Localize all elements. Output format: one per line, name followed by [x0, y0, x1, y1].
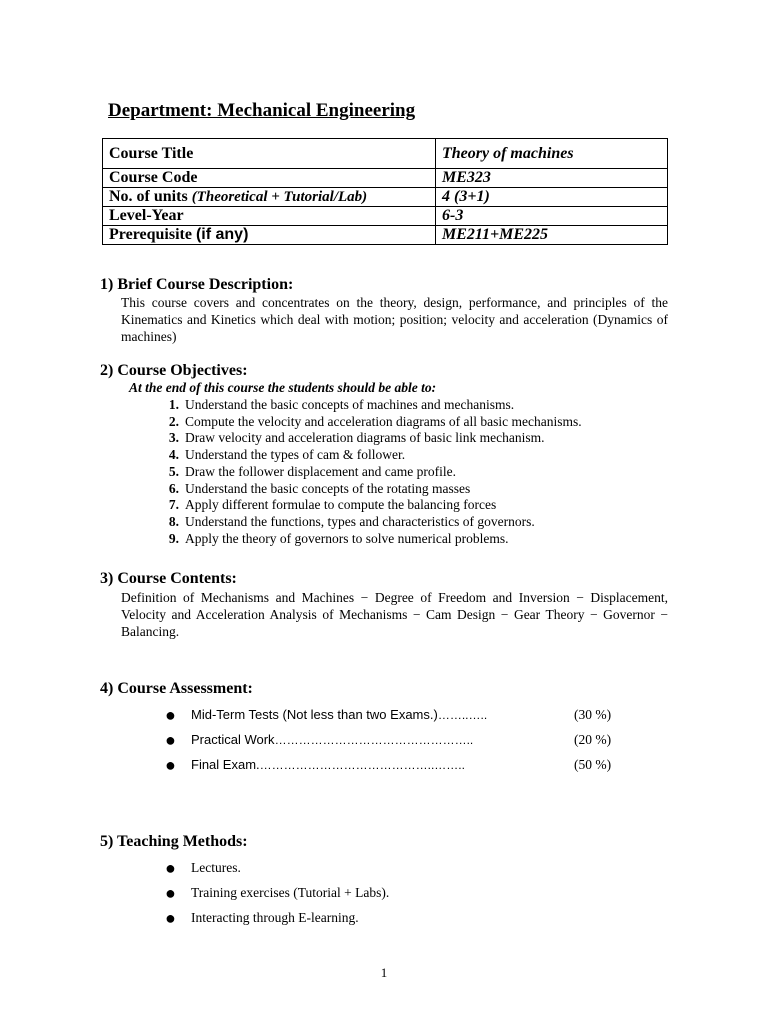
list-item — [165, 905, 389, 930]
item-text: Understand the basic concepts of machines and mechanisms. — [185, 397, 515, 412]
contents-heading: 3) Course Contents: — [100, 570, 237, 587]
item-text: Compute the velocity and acceleration diagrams of all basic mechanisms. — [185, 413, 582, 429]
leader-dots: ……..….. — [437, 707, 488, 722]
row-label: Course Title — [109, 144, 194, 162]
item-number: 8. — [168, 513, 179, 529]
bullet-icon: ● — [165, 754, 176, 775]
leader-dots: ……………………………………..…….. — [259, 757, 465, 772]
item-number: 1. — [168, 397, 179, 412]
table-row — [103, 169, 668, 188]
list-item — [150, 497, 582, 514]
assessment-heading: 4) Course Assessment: — [100, 680, 253, 697]
assessment-percent: (50 %) — [574, 756, 612, 772]
objectives-intro: At the end of this course the students should be able to: — [129, 380, 437, 395]
course-code-value: ME323 — [436, 169, 668, 188]
row-label: No. of units — [109, 188, 192, 205]
contents-text: Definition of Mechanisms and Machines − Degree of Freedom and Inversion − Displacement, Velocity and Acceleration Analysis of Mechanisms − Cam Design − Gear Theory − Governor − Balancing. — [121, 590, 668, 639]
item-text: Draw velocity and acceleration diagrams of basic link mechanism. — [185, 430, 545, 446]
item-text: Apply different formulae to compute the balancing forces — [185, 497, 497, 513]
level-year-label — [103, 207, 436, 226]
item-number: 3. — [168, 430, 179, 446]
bullet-icon: ● — [165, 704, 176, 725]
list-item — [150, 514, 582, 531]
item-text: Apply the theory of governors to solve numerical problems. — [185, 530, 509, 546]
teaching-item: Interacting through E-learning. — [191, 909, 359, 925]
units-value: 4 (3+1) — [436, 188, 668, 207]
units-label — [103, 188, 436, 207]
objectives-list — [150, 397, 582, 547]
page-title: Department: Mechanical Engineering — [108, 100, 416, 121]
bullet-icon: ● — [165, 882, 176, 903]
bullet-icon: ● — [165, 907, 176, 928]
row-label: Level-Year — [109, 207, 184, 224]
page-number: 1 — [380, 965, 388, 980]
item-number: 5. — [168, 463, 179, 479]
prerequisite-value: ME211+ME225 — [436, 226, 668, 245]
item-text: Understand the functions, types and characteristics of governors. — [185, 513, 535, 529]
list-item — [150, 481, 582, 498]
description-text: This course covers and concentrates on the theory, design, performance, and principles of the Kinematics and Kinetics which deal with motion; position; velocity and acceleration (Dynamics of machines) — [121, 295, 668, 344]
teaching-heading: 5) Teaching Methods: — [100, 833, 248, 850]
table-row — [103, 139, 668, 169]
list-item — [165, 727, 612, 752]
item-number: 9. — [168, 530, 179, 546]
item-number: 6. — [168, 480, 179, 496]
bullet-icon: ● — [165, 729, 176, 750]
list-item — [150, 414, 582, 431]
table-row — [103, 226, 668, 245]
row-label: Course Code — [109, 169, 198, 186]
course-info-table — [102, 138, 668, 245]
assessment-label: Final Exam. — [191, 757, 260, 772]
row-label: Prerequisite — [109, 226, 196, 243]
course-title-value: Theory of machines — [436, 139, 668, 169]
assessment-percent: (30 %) — [574, 706, 612, 722]
teaching-item: Training exercises (Tutorial + Labs). — [191, 884, 390, 900]
bullet-icon: ● — [165, 857, 176, 878]
assessment-list — [165, 702, 612, 777]
course-title-label — [103, 139, 436, 169]
prerequisite-label — [103, 226, 436, 245]
units-note: (Theoretical + Tutorial/Lab) — [191, 189, 368, 205]
leader-dots: ………………………………………….. — [274, 732, 474, 747]
list-item — [150, 464, 582, 481]
item-number: 4. — [168, 447, 179, 463]
level-year-value: 6-3 — [436, 207, 668, 226]
objectives-heading: 2) Course Objectives: — [100, 362, 248, 379]
teaching-list — [165, 855, 389, 930]
item-number: 2. — [168, 413, 179, 429]
item-text: Draw the follower displacement and came profile. — [185, 463, 457, 479]
item-text: Understand the types of cam & follower. — [185, 447, 406, 463]
item-text: Understand the basic concepts of the rotating masses — [185, 480, 471, 496]
table-row — [103, 207, 668, 226]
course-code-label — [103, 169, 436, 188]
assessment-label: Mid-Term Tests (Not less than two Exams.) — [191, 707, 438, 722]
prerequisite-note: (if any) — [195, 226, 249, 243]
item-number: 7. — [168, 497, 179, 513]
list-item — [165, 752, 612, 777]
list-item — [150, 531, 582, 548]
list-item — [150, 447, 582, 464]
list-item — [165, 880, 389, 905]
table-row — [103, 188, 668, 207]
assessment-percent: (20 %) — [574, 731, 612, 747]
list-item — [150, 430, 582, 447]
description-heading: 1) Brief Course Description: — [100, 276, 294, 293]
assessment-label: Practical Work — [191, 732, 275, 747]
list-item — [150, 397, 582, 414]
list-item — [165, 702, 612, 727]
list-item — [165, 855, 389, 880]
teaching-item: Lectures. — [191, 859, 241, 875]
